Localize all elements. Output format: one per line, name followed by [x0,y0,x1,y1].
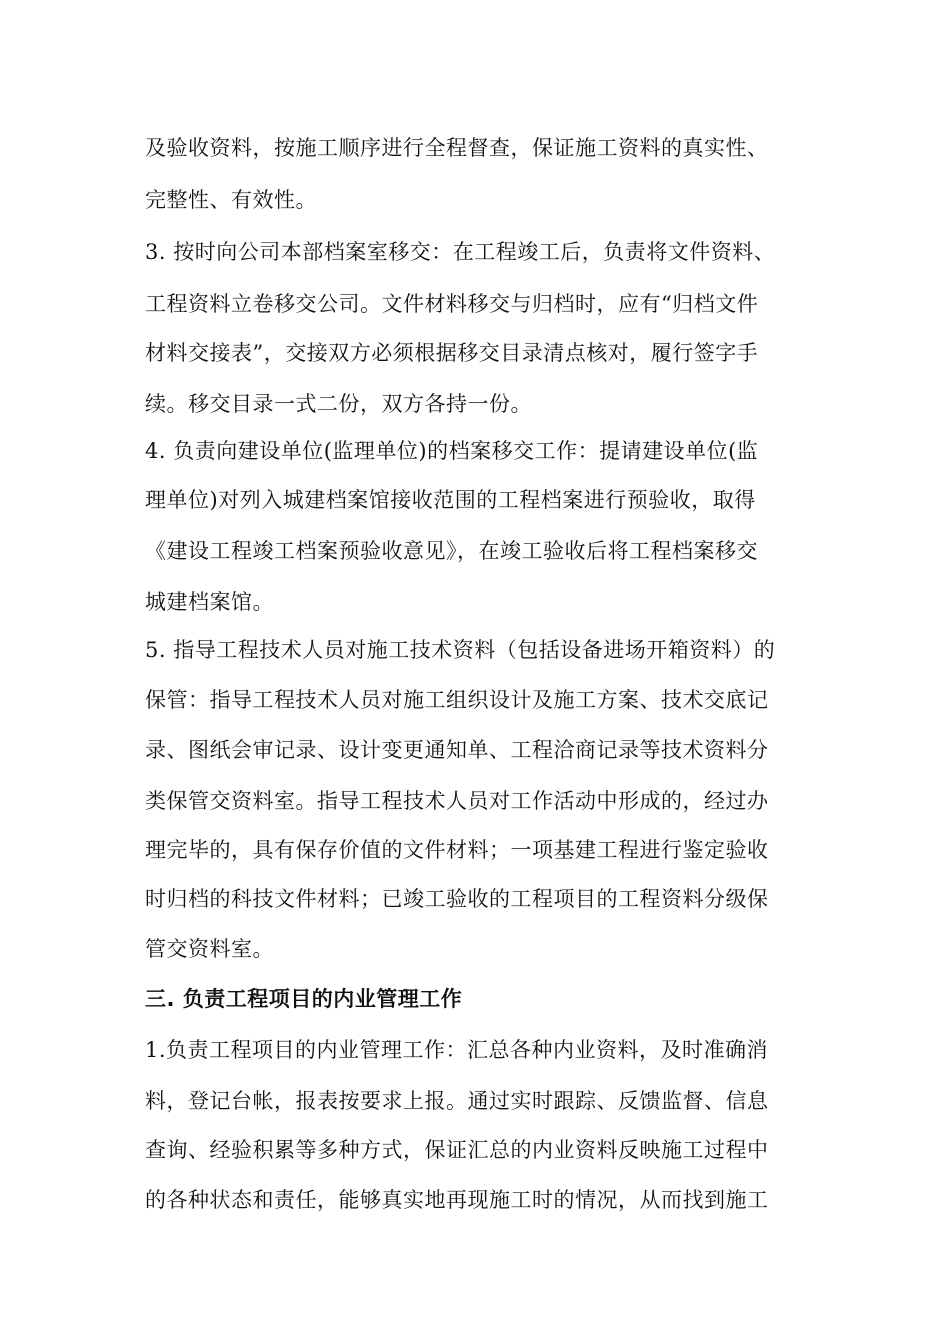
text-line: 工程资料立卷移交公司。文件材料移交与归档时，应有“归档文件 [145,292,759,316]
text-line: 3. 按时向公司本部档案室移交：在工程竣工后，负责将文件资料、 [145,240,776,264]
text-line: 查询、经验积累等多种方式，保证汇总的内业资料反映施工过程中 [145,1138,769,1162]
text-line: 时归档的科技文件材料；已竣工验收的工程项目的工程资料分级保 [145,887,769,911]
section-heading: 三. 负责工程项目的内业管理工作 [145,987,463,1011]
text-line: 理完毕的，具有保存价值的文件材料；一项基建工程进行鉴定验收 [145,838,769,862]
text-line: 完整性、有效性。 [145,188,317,212]
text-line: 1.负责工程项目的内业管理工作：汇总各种内业资料，及时准确消 [145,1038,769,1062]
text-line: 5. 指导工程技术人员对施工技术资料（包括设备进场开箱资料）的 [145,638,776,662]
text-line: 4. 负责向建设单位(监理单位)的档案移交工作：提请建设单位(监 [145,439,759,463]
text-line: 续。移交目录一式二份，双方各持一份。 [145,392,532,416]
text-line: 管交资料室。 [145,937,274,961]
text-line: 《建设工程竣工档案预验收意见》，在竣工验收后将工程档案移交 [145,539,758,563]
text-line: 录、图纸会审记录、设计变更通知单、工程洽商记录等技术资料分 [145,738,769,762]
text-line: 类保管交资料室。指导工程技术人员对工作活动中形成的，经过办 [145,789,769,813]
text-line: 料，登记台帐，报表按要求上报。通过实时跟踪、反馈监督、信息 [145,1089,769,1113]
text-line: 保管：指导工程技术人员对施工组织设计及施工方案、技术交底记 [145,688,769,712]
text-line: 理单位)对列入城建档案馆接收范围的工程档案进行预验收，取得 [145,488,756,512]
text-line: 及验收资料，按施工顺序进行全程督查，保证施工资料的真实性、 [145,136,769,160]
text-line: 城建档案馆。 [145,590,274,614]
text-line: 材料交接表”，交接双方必须根据移交目录清点核对，履行签字手 [145,341,759,365]
text-line: 的各种状态和责任，能够真实地再现施工时的情况，从而找到施工 [145,1188,769,1212]
